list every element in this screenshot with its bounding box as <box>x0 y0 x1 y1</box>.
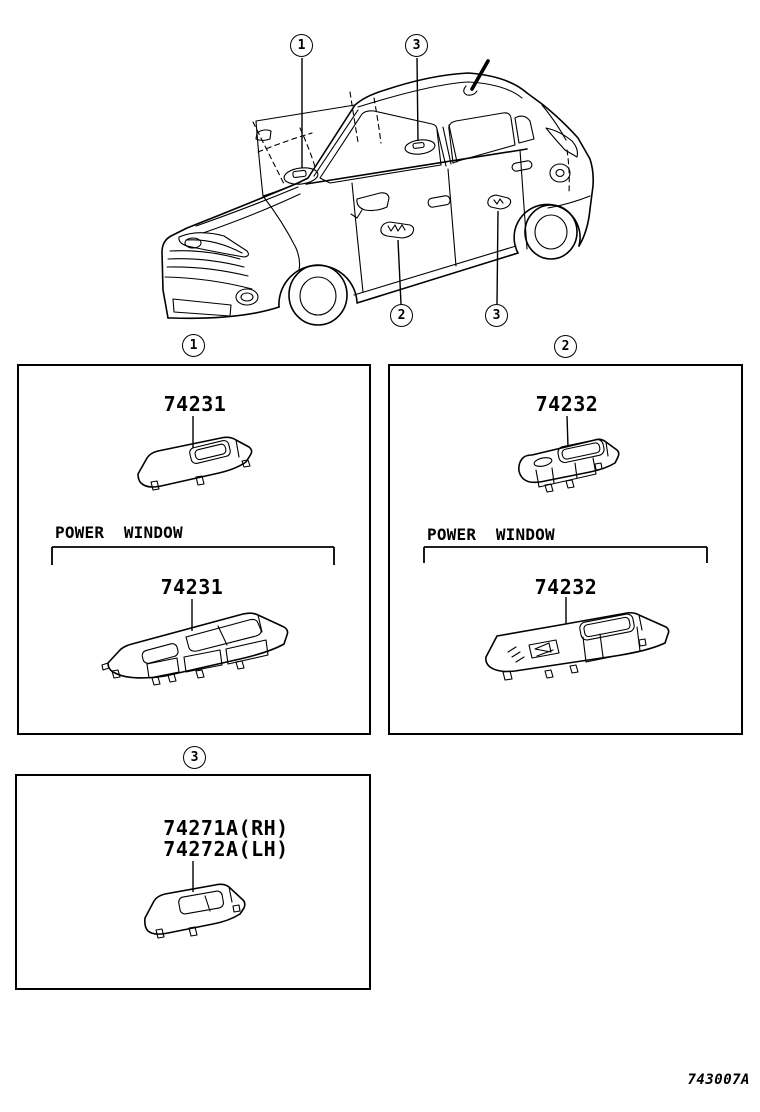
detail-box-3 <box>15 774 371 990</box>
car-callout-2: 2 <box>390 304 413 327</box>
car-body-outline <box>162 73 593 318</box>
box3-part-number-rh: 74271A(RH) <box>163 816 289 840</box>
rear-door-handle <box>511 160 532 172</box>
box1-part-number-bottom: 74231 <box>160 575 224 599</box>
car-illustration <box>162 61 593 325</box>
box1-callout: 1 <box>182 334 205 357</box>
license-plate-area <box>173 299 231 316</box>
fog-light <box>236 289 258 305</box>
quarter-window <box>515 116 534 143</box>
switch-location-3-rear <box>488 195 511 209</box>
door-split-edge <box>448 169 456 266</box>
box2-callout: 2 <box>554 335 577 358</box>
detail-box-2 <box>388 364 743 735</box>
rear-wheel <box>525 205 577 259</box>
figure-code: 743007A <box>687 1072 750 1088</box>
box3-callout: 3 <box>183 746 206 769</box>
front-wheel <box>289 265 347 325</box>
box3-part-number-lh: 74272A(LH) <box>163 837 289 861</box>
car-callout-1: 1 <box>290 34 313 57</box>
car-callout-3-top: 3 <box>405 34 428 57</box>
rear-door-edge <box>520 150 527 249</box>
box1-section-label: POWER WINDOW <box>55 523 183 542</box>
box2-part-number-top: 74232 <box>535 392 599 416</box>
detail-box-1 <box>17 364 371 735</box>
fuel-door <box>550 164 570 182</box>
switch-location-3-front <box>404 138 435 156</box>
side-mirror <box>357 193 389 211</box>
car-callout-3-bottom: 3 <box>485 304 508 327</box>
front-door-handle <box>427 195 450 208</box>
box2-section-label: POWER WINDOW <box>427 525 555 544</box>
box2-part-number-bottom: 74232 <box>534 575 598 599</box>
switch-location-2 <box>381 222 414 238</box>
box1-part-number-top: 74231 <box>163 392 227 416</box>
